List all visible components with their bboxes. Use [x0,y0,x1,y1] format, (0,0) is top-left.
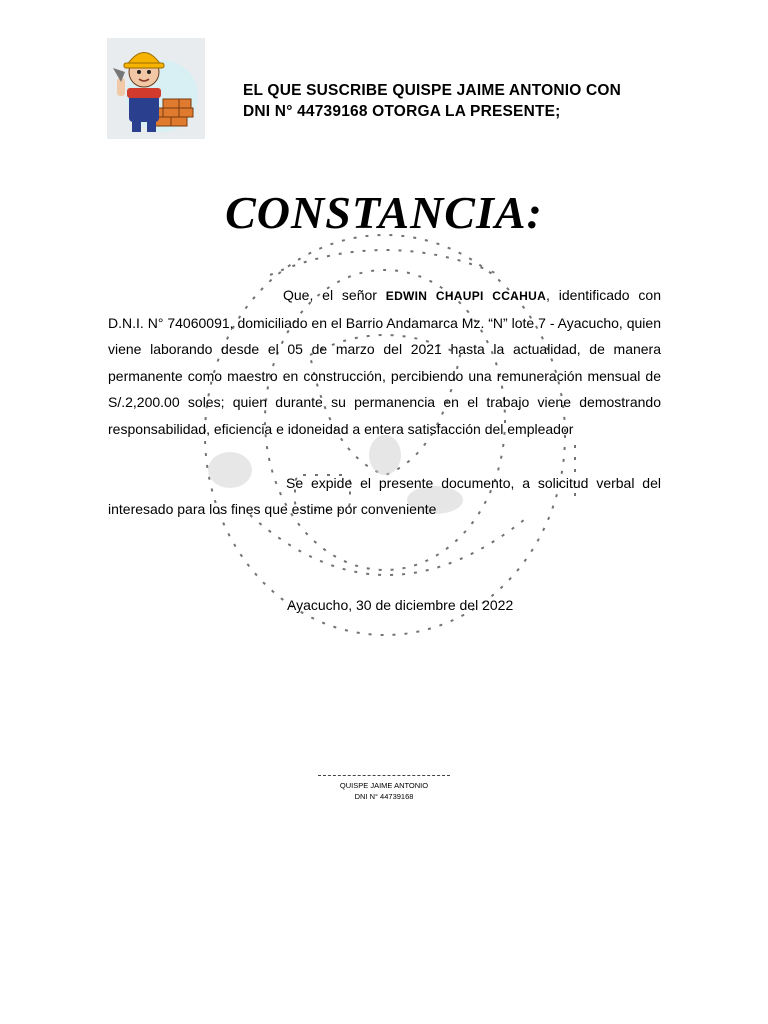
issuer-header-line2: DNI N° 44739168 OTORGA LA PRESENTE; [243,103,561,120]
paragraph-1-text: , identificado con D.N.I. N° 74060091, domiciliado en el Barrio Andamarca Mz. “N” lote 7 - Ayacucho, quien viene laborando desde el 05 de marzo del 2021 hasta la actualidad, de manera permanente como maestro en construcción, percibiendo una remuneración mensual de S/.2,200.00 soles; quien durante su permanencia en el trabajo viene demostrando responsabilidad, eficiencia e idoneidad a entera satisfacción del empleador [108,287,662,437]
issue-date: Ayacucho, 30 de diciembre del 2022 [287,597,514,613]
issuer-header [243,80,668,122]
certificate-body [108,282,661,523]
certificate-paragraph-2: Se expide el presente documento, a solicitud verbal del interesado para los fines que estime por conveniente [108,474,661,518]
construction-worker-logo-icon [107,38,205,139]
page-title: CONSTANCIA: [225,187,543,238]
signature-line [318,775,450,776]
signer-dni: DNI N° 44739168 [354,792,414,801]
employee-name: EDWIN CHAUPI CCAHUA [385,289,547,303]
signer-name: QUISPE JAIME ANTONIO [339,781,429,790]
issuer-header-line1: EL QUE SUSCRIBE QUISPE JAIME ANTONIO CON [243,82,622,99]
certificate-paragraph-1 [108,282,661,443]
paragraph-1-intro: Que, el señor [283,287,386,303]
